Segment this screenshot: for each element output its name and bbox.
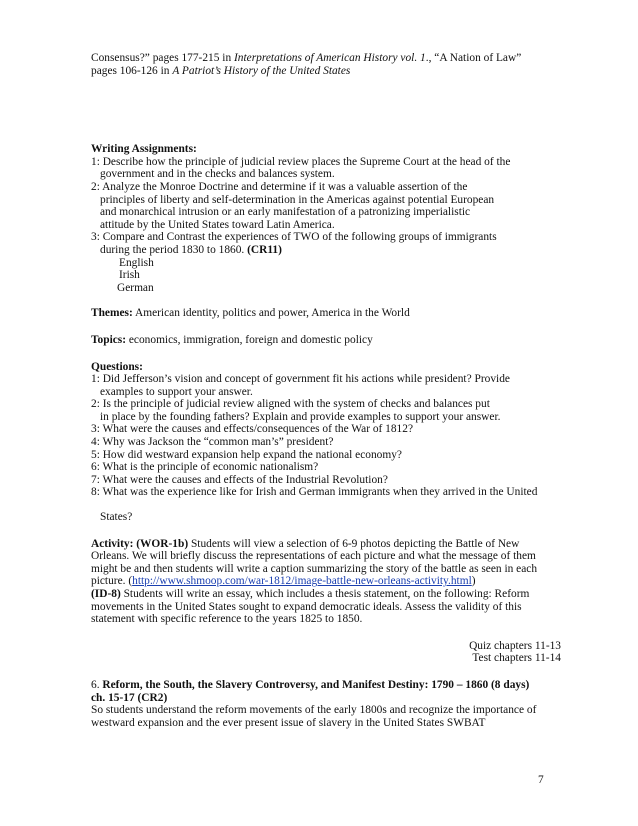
topics-line [91,334,561,347]
topics-label: Topics: [91,333,127,346]
unit-6-section [91,679,561,729]
id-line-3: statement with specific reference to the years 1825 to 1850. [91,613,363,626]
activity-text: picture. ( [91,575,133,588]
unit-number: 6. [91,678,103,691]
intro-text: Consensus?” pages 177-215 in [91,52,234,64]
question-3: 3: What were the causes and effects/consequences of the War of 1812? [91,423,414,436]
quiz-line: Quiz chapters 11-13 [469,639,561,652]
themes-text: American identity, politics and power, America in the World [132,307,410,320]
id-line-2: movements in the United States sought to expand democratic ideals. Assess the validity of this [91,600,522,613]
group-item: German [117,281,154,294]
activity-label: Activity: (WOR-1b) [91,537,189,550]
test-line: Test chapters 11-14 [472,652,561,665]
unit-6-chapters: ch. 15-17 (CR2) [91,691,168,704]
activity-link[interactable]: http://www.shmoop.com/war-1812/image-battle-new-orleans-activity.html [132,575,472,588]
assignment-2-cont: and monarchical intrusion or an early manifestation of a patronizing imperialistic [100,206,471,219]
unit-6-title [91,679,561,692]
question-6: 6: What is the principle of economic nationalism? [91,461,319,474]
question-7: 7: What were the causes and effects of the Industrial Revolution? [91,473,388,486]
question-4: 4: Why was Jackson the “common man’s” president? [91,436,334,449]
group-item: English [119,256,154,269]
assignment-3: 3: Compare and Contrast the experiences of TWO of the following groups of immigrants [91,231,497,244]
activity-text: Students will view a selection of 6-9 photos depicting the Battle of New [188,537,520,550]
writing-assignments [91,143,561,294]
book-title: A Patriot’s History of the United States [172,64,351,77]
assignment-3-cont [91,244,561,257]
intro-text: pages 106-126 in [91,64,173,77]
question-1: 1: Did Jefferson’s vision and concept of government fit his actions while president? Provide [91,373,510,386]
id-line-1 [91,588,561,601]
intro-line-1 [91,52,561,65]
activity-line-3: might be and then students will write a caption summarizing the story of the battle as seen in each [91,562,538,575]
question-5: 5: How did westward expansion help expand the national economy? [91,448,402,461]
activity-line-2: Orleans. We will briefly discuss the representations of each picture and what the message of them [91,550,536,563]
document-page [91,52,561,729]
id-label: (ID-8) [91,588,121,600]
topics-text: economics, immigration, foreign and domestic policy [126,333,373,346]
question-8-cont: States? [100,511,133,524]
question-2: 2: Is the principle of judicial review aligned with the system of checks and balances put [91,398,490,411]
intro-line-2 [91,65,561,78]
question-8: 8: What was the experience like for Irish and German immigrants when they arrived in the United [91,486,538,499]
intro-text: ., “A Nation of Law” [425,52,522,64]
activity-section [91,538,561,626]
question-1-cont: examples to support your answer. [100,385,253,398]
themes-label: Themes: [91,307,133,320]
assignment-1: 1: Describe how the principle of judicial review places the Supreme Court at the head of the [91,155,511,168]
questions-heading: Questions: [91,360,143,373]
assignment-2-cont: attitude by the United States toward Latin America. [100,218,335,231]
group-item: Irish [119,269,140,282]
unit-6-line-1: So students understand the reform movements of the early 1800s and recognize the importance of [91,704,537,717]
writing-heading: Writing Assignments: [91,143,197,156]
activity-line-4 [91,575,561,588]
assignment-2: 2: Analyze the Monroe Doctrine and determine if it was a valuable assertion of the [91,180,468,193]
book-title: Interpretations of American History vol. 1 [234,52,426,64]
themes-line [91,307,561,320]
activity-line-1 [91,538,561,551]
assignment-text: during the period 1830 to 1860. [100,243,248,256]
assessments [91,640,561,665]
assignment-1-cont: government and in the checks and balances system. [100,168,335,181]
question-2-cont: in place by the founding fathers? Explain and provide examples to support your answer. [100,410,501,423]
questions-section [91,361,561,524]
page-number: 7 [538,774,544,786]
unit-title-text: Reform, the South, the Slavery Controversy, and Manifest Destiny: 1790 – 1860 (8 days) [102,678,530,691]
assignment-2-cont: principles of liberty and self-determination in the Americas against potential European [100,193,495,206]
unit-6-line-2: westward expansion and the ever present issue of slavery in the United States SWBAT [91,716,486,729]
activity-text: ) [471,575,476,588]
standard-tag: (CR11) [247,243,282,256]
intro-reading [91,52,561,77]
id-text: Students will write an essay, which includes a thesis statement, on the following: Reform [120,588,530,600]
